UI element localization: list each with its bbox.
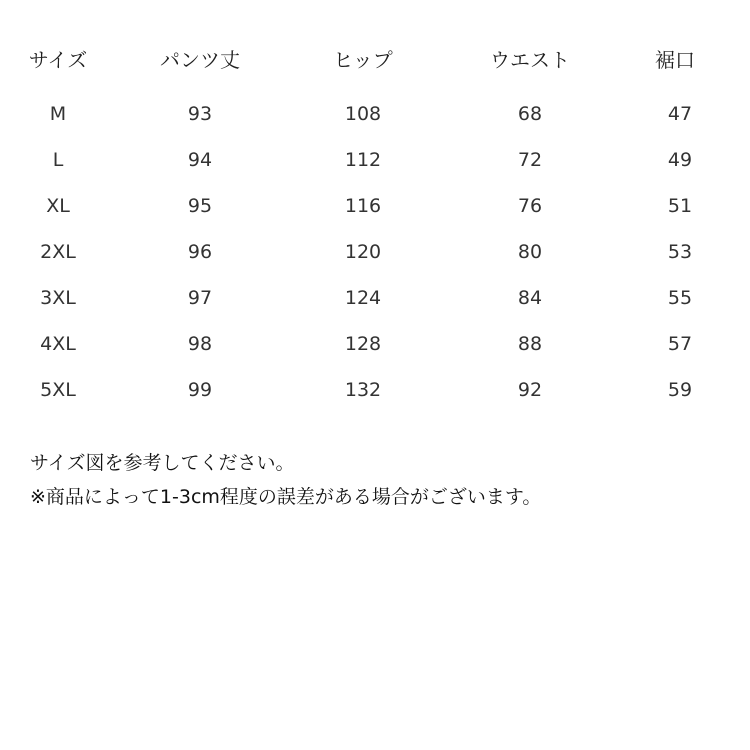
cell-hip: 112 (344, 149, 382, 171)
header-size: サイズ (28, 48, 88, 72)
cell-pants-length: 97 (187, 287, 213, 309)
cell-pants-length: 93 (187, 103, 213, 125)
header-pants-length: パンツ丈 (160, 48, 240, 72)
cell-size: XL (46, 195, 70, 217)
cell-size: L (52, 149, 64, 171)
cell-hem: 47 (667, 103, 693, 125)
note-tolerance: ※商品によって1-3cm程度の誤差がある場合がございます。 (30, 486, 542, 508)
cell-size: 2XL (40, 241, 76, 263)
cell-hem: 49 (667, 149, 693, 171)
cell-waist: 76 (517, 195, 543, 217)
cell-pants-length: 96 (187, 241, 213, 263)
table-row (0, 375, 750, 405)
header-waist: ウエスト (490, 48, 570, 72)
cell-waist: 88 (517, 333, 543, 355)
size-notes (30, 446, 730, 514)
table-row (0, 329, 750, 359)
cell-hem: 51 (667, 195, 693, 217)
cell-size: 4XL (40, 333, 76, 355)
cell-pants-length: 94 (187, 149, 213, 171)
cell-hip: 124 (344, 287, 382, 309)
table-row (0, 145, 750, 175)
table-row (0, 99, 750, 129)
header-hem: 裾口 (655, 48, 695, 72)
cell-hem: 53 (667, 241, 693, 263)
header-hip: ヒップ (333, 48, 393, 72)
cell-pants-length: 98 (187, 333, 213, 355)
cell-waist: 92 (517, 379, 543, 401)
cell-hem: 55 (667, 287, 693, 309)
cell-size: 5XL (40, 379, 76, 401)
table-row (0, 283, 750, 313)
table-header-row (0, 45, 750, 75)
cell-hip: 128 (344, 333, 382, 355)
cell-size: 3XL (40, 287, 76, 309)
cell-hip: 132 (344, 379, 382, 401)
table-row (0, 191, 750, 221)
cell-waist: 72 (517, 149, 543, 171)
cell-size: M (49, 103, 67, 125)
cell-hem: 59 (667, 379, 693, 401)
cell-waist: 68 (517, 103, 543, 125)
cell-pants-length: 95 (187, 195, 213, 217)
cell-waist: 84 (517, 287, 543, 309)
cell-pants-length: 99 (187, 379, 213, 401)
cell-waist: 80 (517, 241, 543, 263)
cell-hip: 108 (344, 103, 382, 125)
cell-hem: 57 (667, 333, 693, 355)
note-reference: サイズ図を参考してください。 (30, 452, 295, 474)
cell-hip: 116 (344, 195, 382, 217)
cell-hip: 120 (344, 241, 382, 263)
table-row (0, 237, 750, 267)
